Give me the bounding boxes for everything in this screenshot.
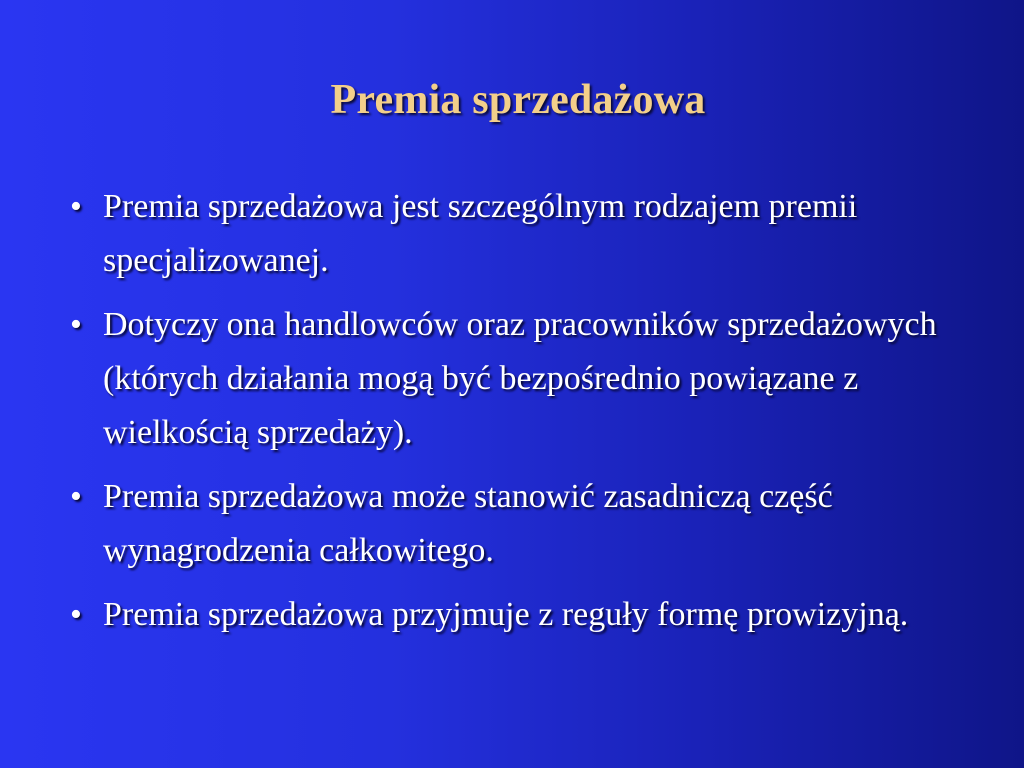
bullet-dot-icon: •	[70, 188, 82, 225]
bullet-item	[0, 180, 1024, 288]
bullet-dot-icon: •	[70, 306, 82, 343]
bullet-list	[0, 180, 1024, 652]
bullet-item	[0, 470, 1024, 578]
bullet-text: Premia sprzedażowa przyjmuje z reguły formę prowizyjną.	[103, 596, 909, 633]
slide-title: Premia sprzedażowa	[330, 77, 706, 123]
bullet-dot-icon: •	[70, 596, 82, 633]
bullet-text: Premia sprzedażowa może stanowić zasadniczą część wynagrodzenia całkowitego.	[103, 478, 833, 569]
bullet-item	[0, 588, 1024, 642]
bullet-dot-icon: •	[70, 478, 82, 515]
bullet-text: Premia sprzedażowa jest szczególnym rodzajem premii specjalizowanej.	[103, 188, 858, 279]
bullet-text: Dotyczy ona handlowców oraz pracowników sprzedażowych (których działania mogą być bezpośrednio powiązane z wielkością sprzedaży).	[103, 306, 937, 451]
bullet-item	[0, 298, 1024, 460]
